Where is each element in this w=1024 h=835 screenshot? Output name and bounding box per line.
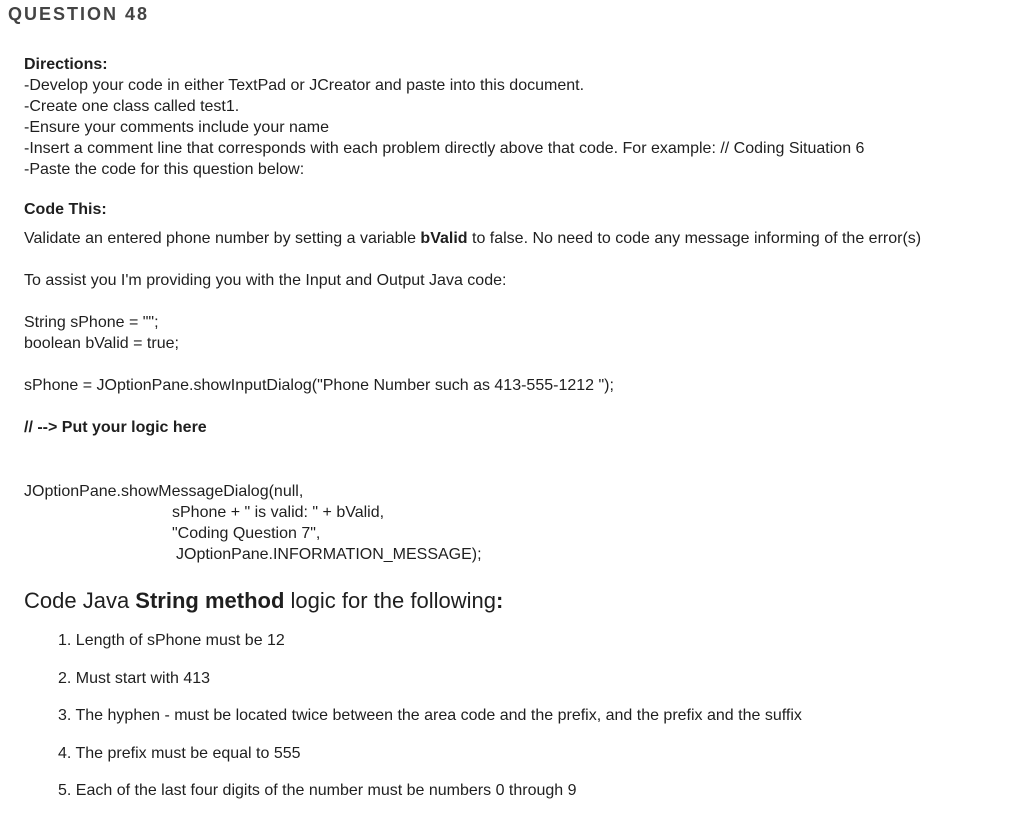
assist-text: To assist you I'm providing you with the Input and Output Java code: bbox=[24, 272, 507, 289]
question-header: QUESTION 48 bbox=[8, 4, 150, 24]
directions-label: Directions: bbox=[24, 56, 108, 73]
task-heading-colon: : bbox=[495, 588, 504, 613]
code-line: sPhone = JOptionPane.showInputDialog("Phone Number such as 413-555-1212 "); bbox=[24, 377, 614, 394]
list-item: 4. The prefix must be equal to 555 bbox=[58, 744, 301, 762]
directions-item: -Paste the code for this question below: bbox=[24, 161, 305, 178]
code-line: String sPhone = ""; bbox=[24, 314, 159, 331]
requirements-list bbox=[58, 630, 802, 818]
code-this-label: Code This: bbox=[24, 201, 107, 218]
list-item: 5. Each of the last four digits of the number must be numbers 0 through 9 bbox=[58, 782, 577, 799]
directions-item: -Ensure your comments include your name bbox=[24, 119, 330, 136]
directions-item: -Create one class called test1. bbox=[24, 98, 240, 115]
code-this-description bbox=[24, 228, 1024, 249]
list-item: 1. Length of sPhone must be 12 bbox=[58, 632, 285, 649]
code-comment: // --> Put your logic here bbox=[24, 419, 207, 436]
question-body bbox=[24, 54, 1024, 565]
task-heading-bold: String method bbox=[135, 588, 285, 613]
code-line: JOptionPane.showMessageDialog(null, bbox=[24, 483, 304, 500]
code-line: sPhone + " is valid: " + bValid, bbox=[172, 504, 385, 521]
task-heading-middle: logic for the following bbox=[284, 588, 496, 613]
directions-item: -Insert a comment line that corresponds with each problem directly above that code. For example: // Coding Situation 6 bbox=[24, 140, 865, 157]
list-item: 3. The hyphen - must be located twice between the area code and the prefix, and the prefix and the suffix bbox=[58, 707, 802, 724]
code-this-suffix: to false. No need to code any message informing of the error(s) bbox=[467, 230, 922, 247]
code-line: boolean bValid = true; bbox=[24, 335, 179, 352]
directions-item: -Develop your code in either TextPad or JCreator and paste into this document. bbox=[24, 77, 585, 94]
task-heading bbox=[24, 588, 503, 614]
list-item: 2. Must start with 413 bbox=[58, 669, 211, 687]
code-line: "Coding Question 7", bbox=[172, 525, 321, 542]
task-heading-prefix: Code Java bbox=[24, 588, 136, 613]
code-line: JOptionPane.INFORMATION_MESSAGE); bbox=[176, 546, 482, 563]
code-this-prefix: Validate an entered phone number by setting a variable bbox=[24, 230, 421, 247]
code-this-variable: bValid bbox=[420, 230, 468, 247]
